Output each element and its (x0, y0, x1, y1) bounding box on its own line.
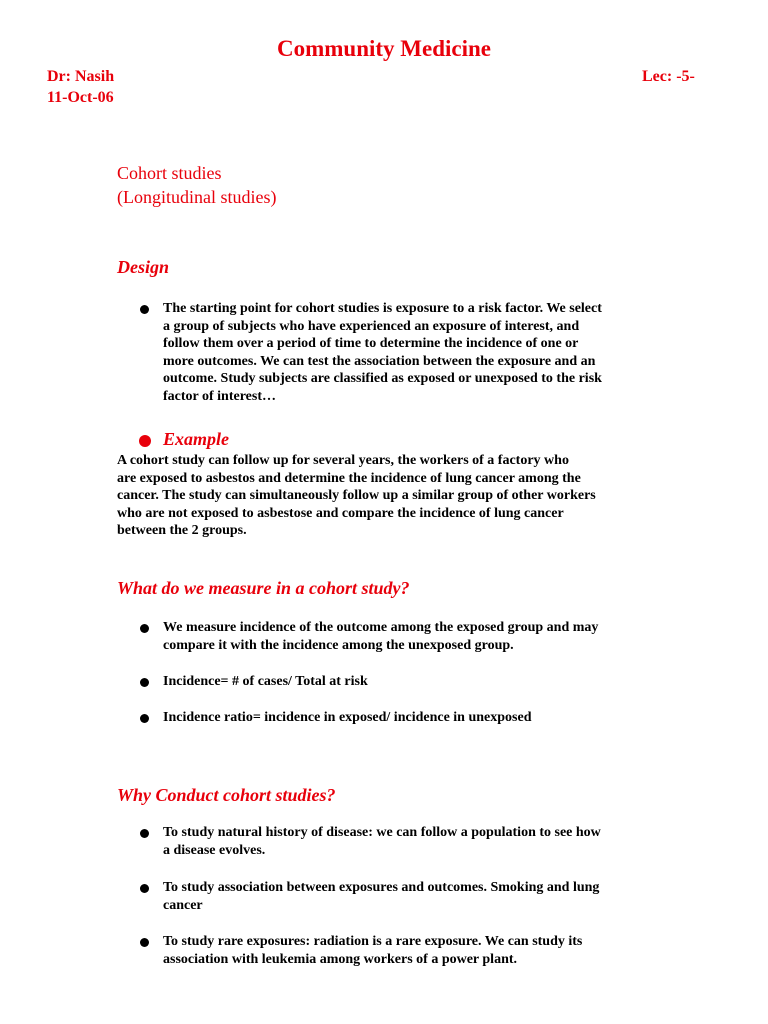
subject-line-2: (Longitudinal studies) (117, 187, 277, 207)
page-title: Community Medicine (276, 36, 491, 61)
author-name: Dr: Nasih (47, 68, 115, 85)
bullet-icon (140, 678, 149, 687)
example-paragraph: A cohort study can follow up for several years, the workers of a factory who are exposed to asbestos and determine the incidence of lung cancer among the cancer. The study can simultaneously follow up a similar group of other workers who are not exposed to asbestose and compare the incidence of lung cancer between the 2 groups. (117, 453, 596, 538)
example-heading: Example (163, 429, 229, 449)
why-heading: Why Conduct cohort studies? (117, 785, 336, 805)
why-bullet-2: To study association between exposures and outcomes. Smoking and lung cancer (163, 880, 600, 913)
design-heading: Design (117, 257, 170, 277)
measure-bullet-2: Incidence= # of cases/ Total at risk (163, 674, 368, 689)
measure-bullet-1: We measure incidence of the outcome among the exposed group and may compare it with the incidence among the unexposed group. (163, 620, 599, 653)
subject-line-1: Cohort studies (117, 163, 222, 183)
bullet-icon (140, 305, 149, 314)
design-bullet-1: The starting point for cohort studies is exposure to a risk factor. We select a group of subjects who have experienced an exposure of interest, and follow them over a period of time to determine the incidence of one or more outcomes. We can test the association between the exposure and an outcome. Study subjects are classified as exposed or unexposed to the risk factor of interest… (163, 301, 602, 404)
why-bullet-1: To study natural history of disease: we can follow a population to see how a disease evolves. (163, 825, 601, 858)
why-bullet-3: To study rare exposures: radiation is a rare exposure. We can study its association with leukemia among workers of a power plant. (163, 934, 583, 967)
example-bullet-icon (139, 435, 151, 447)
bullet-icon (140, 624, 149, 633)
measure-bullet-3: Incidence ratio= incidence in exposed/ incidence in unexposed (163, 710, 532, 725)
bullet-icon (140, 884, 149, 893)
bullet-icon (140, 938, 149, 947)
lecture-number: Lec: -5- (642, 68, 695, 85)
lecture-date: 11-Oct-06 (47, 89, 114, 106)
measure-heading: What do we measure in a cohort study? (117, 578, 410, 598)
bullet-icon (140, 714, 149, 723)
subject-title (117, 161, 276, 209)
bullet-icon (140, 829, 149, 838)
